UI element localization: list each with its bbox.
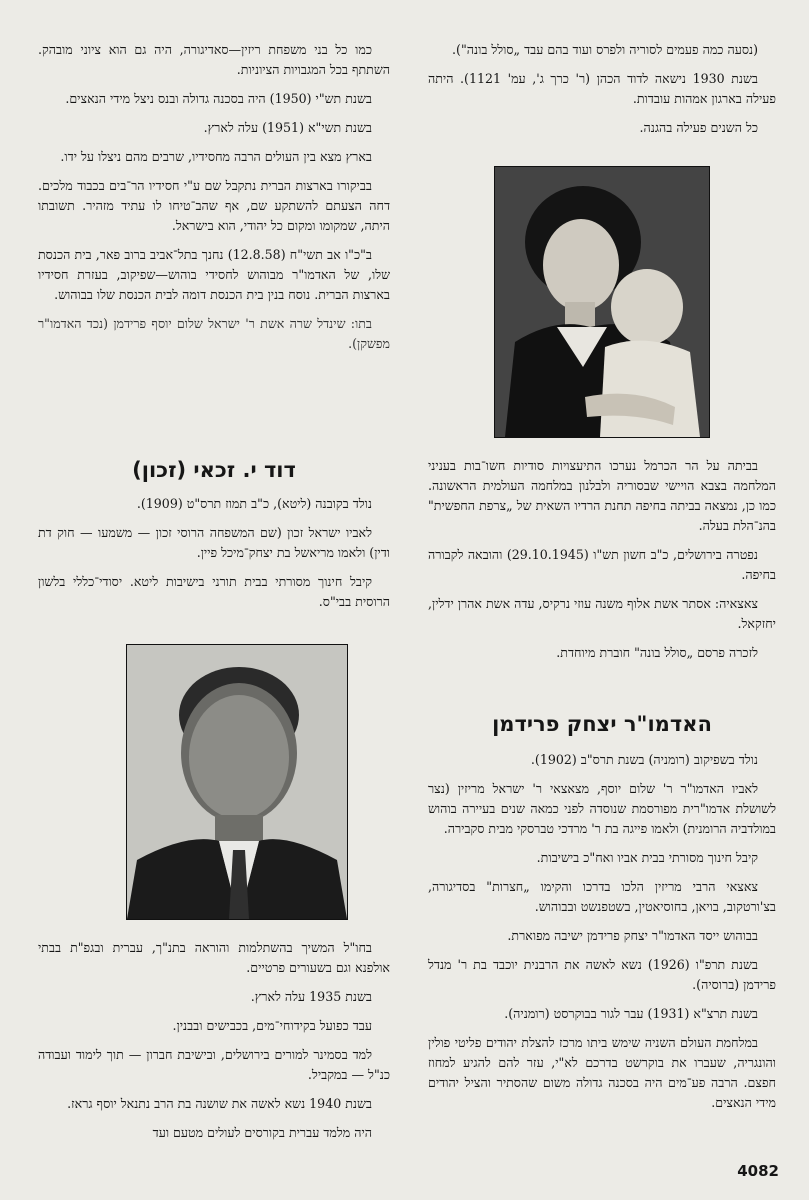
paragraph: נולד בשפיקוב (רומניה) בשנת תרס"ב (1902). xyxy=(530,752,758,767)
paragraph: קיבל חינוך מסורתי בבית תורני בישיבות ליטא. יסודי־כללי בלשון הרוסית בבי"ס. xyxy=(38,574,390,609)
entry-heading-friedman: האדמו"ר יצחק פרידמן xyxy=(492,712,712,736)
left-column-bottom xyxy=(38,938,390,1152)
paragraph: קיבל חינוך מסורתי בבית אביו ואח"כ בישיבות. xyxy=(536,850,758,865)
paragraph: בשנת 1930 נישאה לדוד הכהן (ר' כרך ג', עמ' 1121). היתה פעילה בארגון אמהות עובדות. xyxy=(428,71,776,106)
photo-woman-with-baby-image xyxy=(495,167,709,437)
paragraph: נפטרה בירושלים, כ"ב חשון תש"ו (29.10.1945) והובאה לקבורה בחיפה. xyxy=(428,547,776,582)
paragraph: בשנת תשי"א (1951) עלה לארץ. xyxy=(203,120,372,135)
left-column xyxy=(38,40,390,363)
paragraph: במלחמת העולם השניה שימש ביתו מרכז להצלת יהודים פליטי פולין והונגריה, שעברו את בוקרשט בדרכם לא"י, עזר להם להגיע למחוז חפצם. הרבה פע־מים היה בסכנה גדולה משום שהסתיר והציל יהודים מידי הנאצים. xyxy=(428,1035,776,1110)
paragraph: בביקורו בארצות הברית נתקבל שם ע"י חסידיו הר־בים בכבוד מלכים. דחה הצעתם להשתקע שם, אף שהב־טיחו לו עתיד מזהיר. תשובתו היתה, שמקומו ומקום כל יהודי, הוא בישראל. xyxy=(38,178,390,233)
paragraph: לזכרה פרסם „סולל בונה" חוברת מיוחדת. xyxy=(556,645,758,660)
entry-heading-zakai: דוד י. זכאי (זכון) xyxy=(132,458,296,482)
paragraph: בשנת 1935 עלה לארץ. xyxy=(250,989,372,1004)
paragraph: בתו: שינדל שרה אשת ר' ישראל שלום יוסף פרידמן (נכד האדמו"ר מפשקן). xyxy=(38,316,390,351)
paragraph: כל השנים פעילה בהגנה. xyxy=(639,120,758,135)
right-column-bottom xyxy=(428,456,776,672)
paragraph: בבוהוש ייסד האדמו"ר יצחק פרידמן ישיבה מפוארת. xyxy=(507,928,758,943)
paragraph: ב"כ"ו אב תשי"ח (12.8.58) נחנך בתל־אביב ברוב פאר, בית הכנסת שלו, של האדמו"ר מבוהוש לחסידי בוהוש—שפיקוב, בעזרת חסידיו בארצות הברית. נוסח בנין בית הכנסת דומה לבית הכנסת שלו בבוהוש. xyxy=(38,247,390,302)
paragraph: לאביו האדמו"ר ר' שלום יוסף, מצאצאי ר' ישראל מריזין (נצר לשושלת אדמו"רית מפורסמת שנוסדה לפני כמאה שנים בעיירה בוהוש במולדביה הרומנית) ולאמו פייגה בת ר' מרדכי טברסקי מבית סקבירה. xyxy=(428,781,776,836)
paragraph: עבד כפועל בקידוחי־מים, בכבישים ובבנין. xyxy=(172,1018,372,1033)
paragraph: למד בסמינר למורים בירושלים, ובישיבת חברון — תוך לימוד ועבודה כנ"ל — במקביל. xyxy=(38,1047,390,1082)
left-column-zakai xyxy=(38,458,390,621)
paragraph: נולד בקובנה (ליטא), כ"ב תמוז תרס"ט (1909). xyxy=(136,496,372,511)
paragraph: היה מלמד עברית בקורסים לעולים מטעם ועד xyxy=(152,1125,372,1140)
paragraph: לאביו ישראל זכון (שם המשפחה הרוסי זכון — משמעו — חוק דת ודין) ולאמו מריאשל בת יצחק־מיכל פיין. xyxy=(38,525,390,560)
right-column-friedman xyxy=(428,712,776,1122)
paragraph: צאצאיה: אסתר אשת אלוף משנה עוזי נרקיס, עדה אשת אהרן ידלין, יחזקאל. xyxy=(428,596,776,631)
paragraph: בחו"ל המשיך בהשתלמות והוראה בתנ"ך, עברית ובגפ"ת בבתי אולפנא וגם בשעורים פרטיים. xyxy=(38,940,390,975)
photo-man-portrait-image xyxy=(127,645,347,919)
paragraph: (נסעה כמה פעמים לסוריה ולפרס ועוד בהם עבד „סולל בונה"). xyxy=(452,42,758,57)
paragraph: בארץ מצא בין העולים הרבה מחסידיו, שרבים מהם ניצלו על ידו. xyxy=(60,149,372,164)
right-column xyxy=(428,40,776,147)
paragraph: צאצאי הרבי מריזין הלכו בדרכו והקימו „חצרות" בסדיגורה, בצ'ורטקוב, בויאן, בחוסיאטין, בשטפנשט ובבוהוש. xyxy=(428,879,776,914)
paragraph: בשנת תרפ"ו (1926) נשא לאשה את הרבנית יוכבד בת ר' מנדל פרידמן (ברוסיה). xyxy=(428,957,776,992)
paragraph: בשנת 1940 נשא לאשה את שושנה בת הרב נתנאל יוסף גראז. xyxy=(67,1096,372,1111)
paragraph: בביתה על הר הכרמל נערכו התיעצויות סודיות חשו־בות בעניני המלחמה בצבא הויישי שבסוריה ולבלנון במלחמה העולמית הראשונה. כמו כן, נמצאה בביתה בחיפה תחנת הרדיו השאית של „צרפת החפשית" בהנ־הלת בעלה. xyxy=(428,458,776,533)
page-number: 4082 xyxy=(737,1162,779,1180)
paragraph: בשנת תרצ"א (1931) עבר לגור בבוקרסט (רומניה). xyxy=(504,1006,758,1021)
paragraph: כמו כל בני משפחת ריזין—סאדיגורה, היה גם הוא ציוני מובהק. השתתף בכל המגבויות הציוניות. xyxy=(38,42,390,77)
paragraph: בשנת תש"י (1950) היה בסכנה גדולה ובנס ניצל מידי הנאצים. xyxy=(65,91,372,106)
photo-man-portrait xyxy=(126,644,348,920)
photo-woman-with-baby xyxy=(494,166,710,438)
